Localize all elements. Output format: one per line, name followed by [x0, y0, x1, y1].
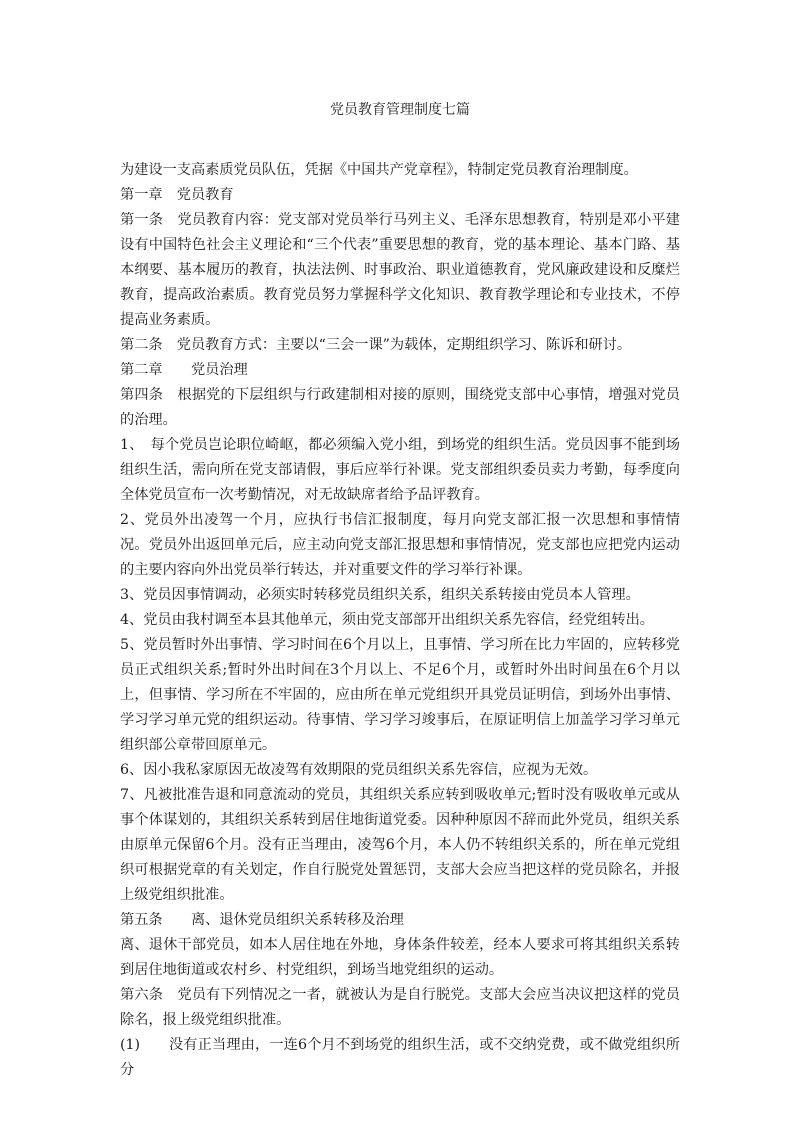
chapter-2-heading: 第二章 党员治理 — [120, 362, 248, 378]
article-6: 第六条 党员有下列情况之一者，就被认为是自行脱党。支部大会应当决议把这样的党员除名，报上级党组织批准。 — [120, 987, 680, 1028]
article-5-body: 离、退休干部党员，如本人居住地在外地，身体条件较差，经本人要求可将其组织关系转到居住地街道或农村乡、村党组织，到场当地党组织的运动。 — [120, 937, 680, 978]
document-body — [120, 158, 680, 1083]
list-item: 6、因小我私家原因无故凌驾有效期限的党员组织关系先容信，应视为无效。 — [120, 762, 598, 778]
list-item: 2、党员外出凌驾一个月，应执行书信汇报制度，每月向党支部汇报一次思想和事情情况。党员外出返回单元后，应主动向党支部汇报思想和事情情况，党支部也应把党内运动的主要内容向外出党员举行转达，并对重要文件的学习举行补课。 — [120, 512, 680, 578]
article-2: 第二条 党员教育方式：主要以“三会一课”为载体，定期组织学习、陈诉和研讨。 — [120, 337, 632, 353]
article-4: 第四条 根据党的下层组织与行政建制相对接的原则，围绕党支部中心事情，增强对党员的治理。 — [120, 387, 680, 428]
list-item: 3、党员因事情调动，必须实时转移党员组织关系，组织关系转接由党员本人管理。 — [120, 587, 640, 603]
list-item: 5、党员暂时外出事情、学习时间在6个月以上，且事情、学习所在比力牢固的，应转移党员正式组织关系;暂时外出时间在3个月以上、不足6个月，或暂时外出时间虽在6个月以上，但事情、学习所在不牢固的，应由所在单元党组织开具党员证明信，到场外出事情、学习学习单元党的组织运动。待事情、学习学习竣事后，在原证明信上加盖学习学习单元组织部公章带回原单元。 — [120, 637, 680, 753]
article-5: 第五条 离、退休党员组织关系转移及治理 — [120, 912, 404, 928]
list-item: (1) 没有正当理由，一连6个月不到场党的组织生活，或不交纳党费，或不做党组织所分 — [120, 1037, 680, 1078]
document-title: 党员教育管理制度七篇 — [330, 102, 470, 118]
chapter-1-heading: 第一章 党员教育 — [120, 187, 234, 203]
list-item: 7、凡被批准告退和同意流动的党员，其组织关系应转到吸收单元;暂时没有吸收单元或从事个体谋划的，其组织关系转到居住地街道党委。因种种原因不辞而此外党员，组织关系由原单元保留6个月。没有正当理由，凌驾6个月，本人仍不转组织关系的，所在单元党组织可根据党章的有关划定，作自行脱党处置惩罚，支部大会应当把这样的党员除名，并报上级党组织批准。 — [120, 787, 680, 903]
article-1: 第一条 党员教育内容：党支部对党员举行马列主义、毛泽东思想教育，特别是邓小平建设有中国特色社会主义理论和“三个代表”重要思想的教育，党的基本理论、基本门路、基本纲要、基本履历的教育，执法法例、时事政治、职业道德教育，党风廉政建设和反糜烂教育，提高政治素质。教育党员努力掌握科学文化知识、教育教学理论和专业技术，不停提高业务素质。 — [120, 212, 680, 328]
list-item: 4、党员由我村调至本县其他单元，须由党支部部开出组织关系先容信，经党组转出。 — [120, 612, 654, 628]
list-item: 1、 每个党员岂论职位崎岖，都必须编入党小组，到场党的组织生活。党员因事不能到场组织生活，需向所在党支部请假，事后应举行补课。党支部组织委员卖力考勤，每季度向全体党员宣布一次考勤情况，对无故缺席者给予品评教育。 — [120, 437, 680, 503]
paragraph-intro: 为建设一支高素质党员队伍，凭据《中国共产党章程》，特制定党员教育治理制度。 — [120, 162, 638, 178]
